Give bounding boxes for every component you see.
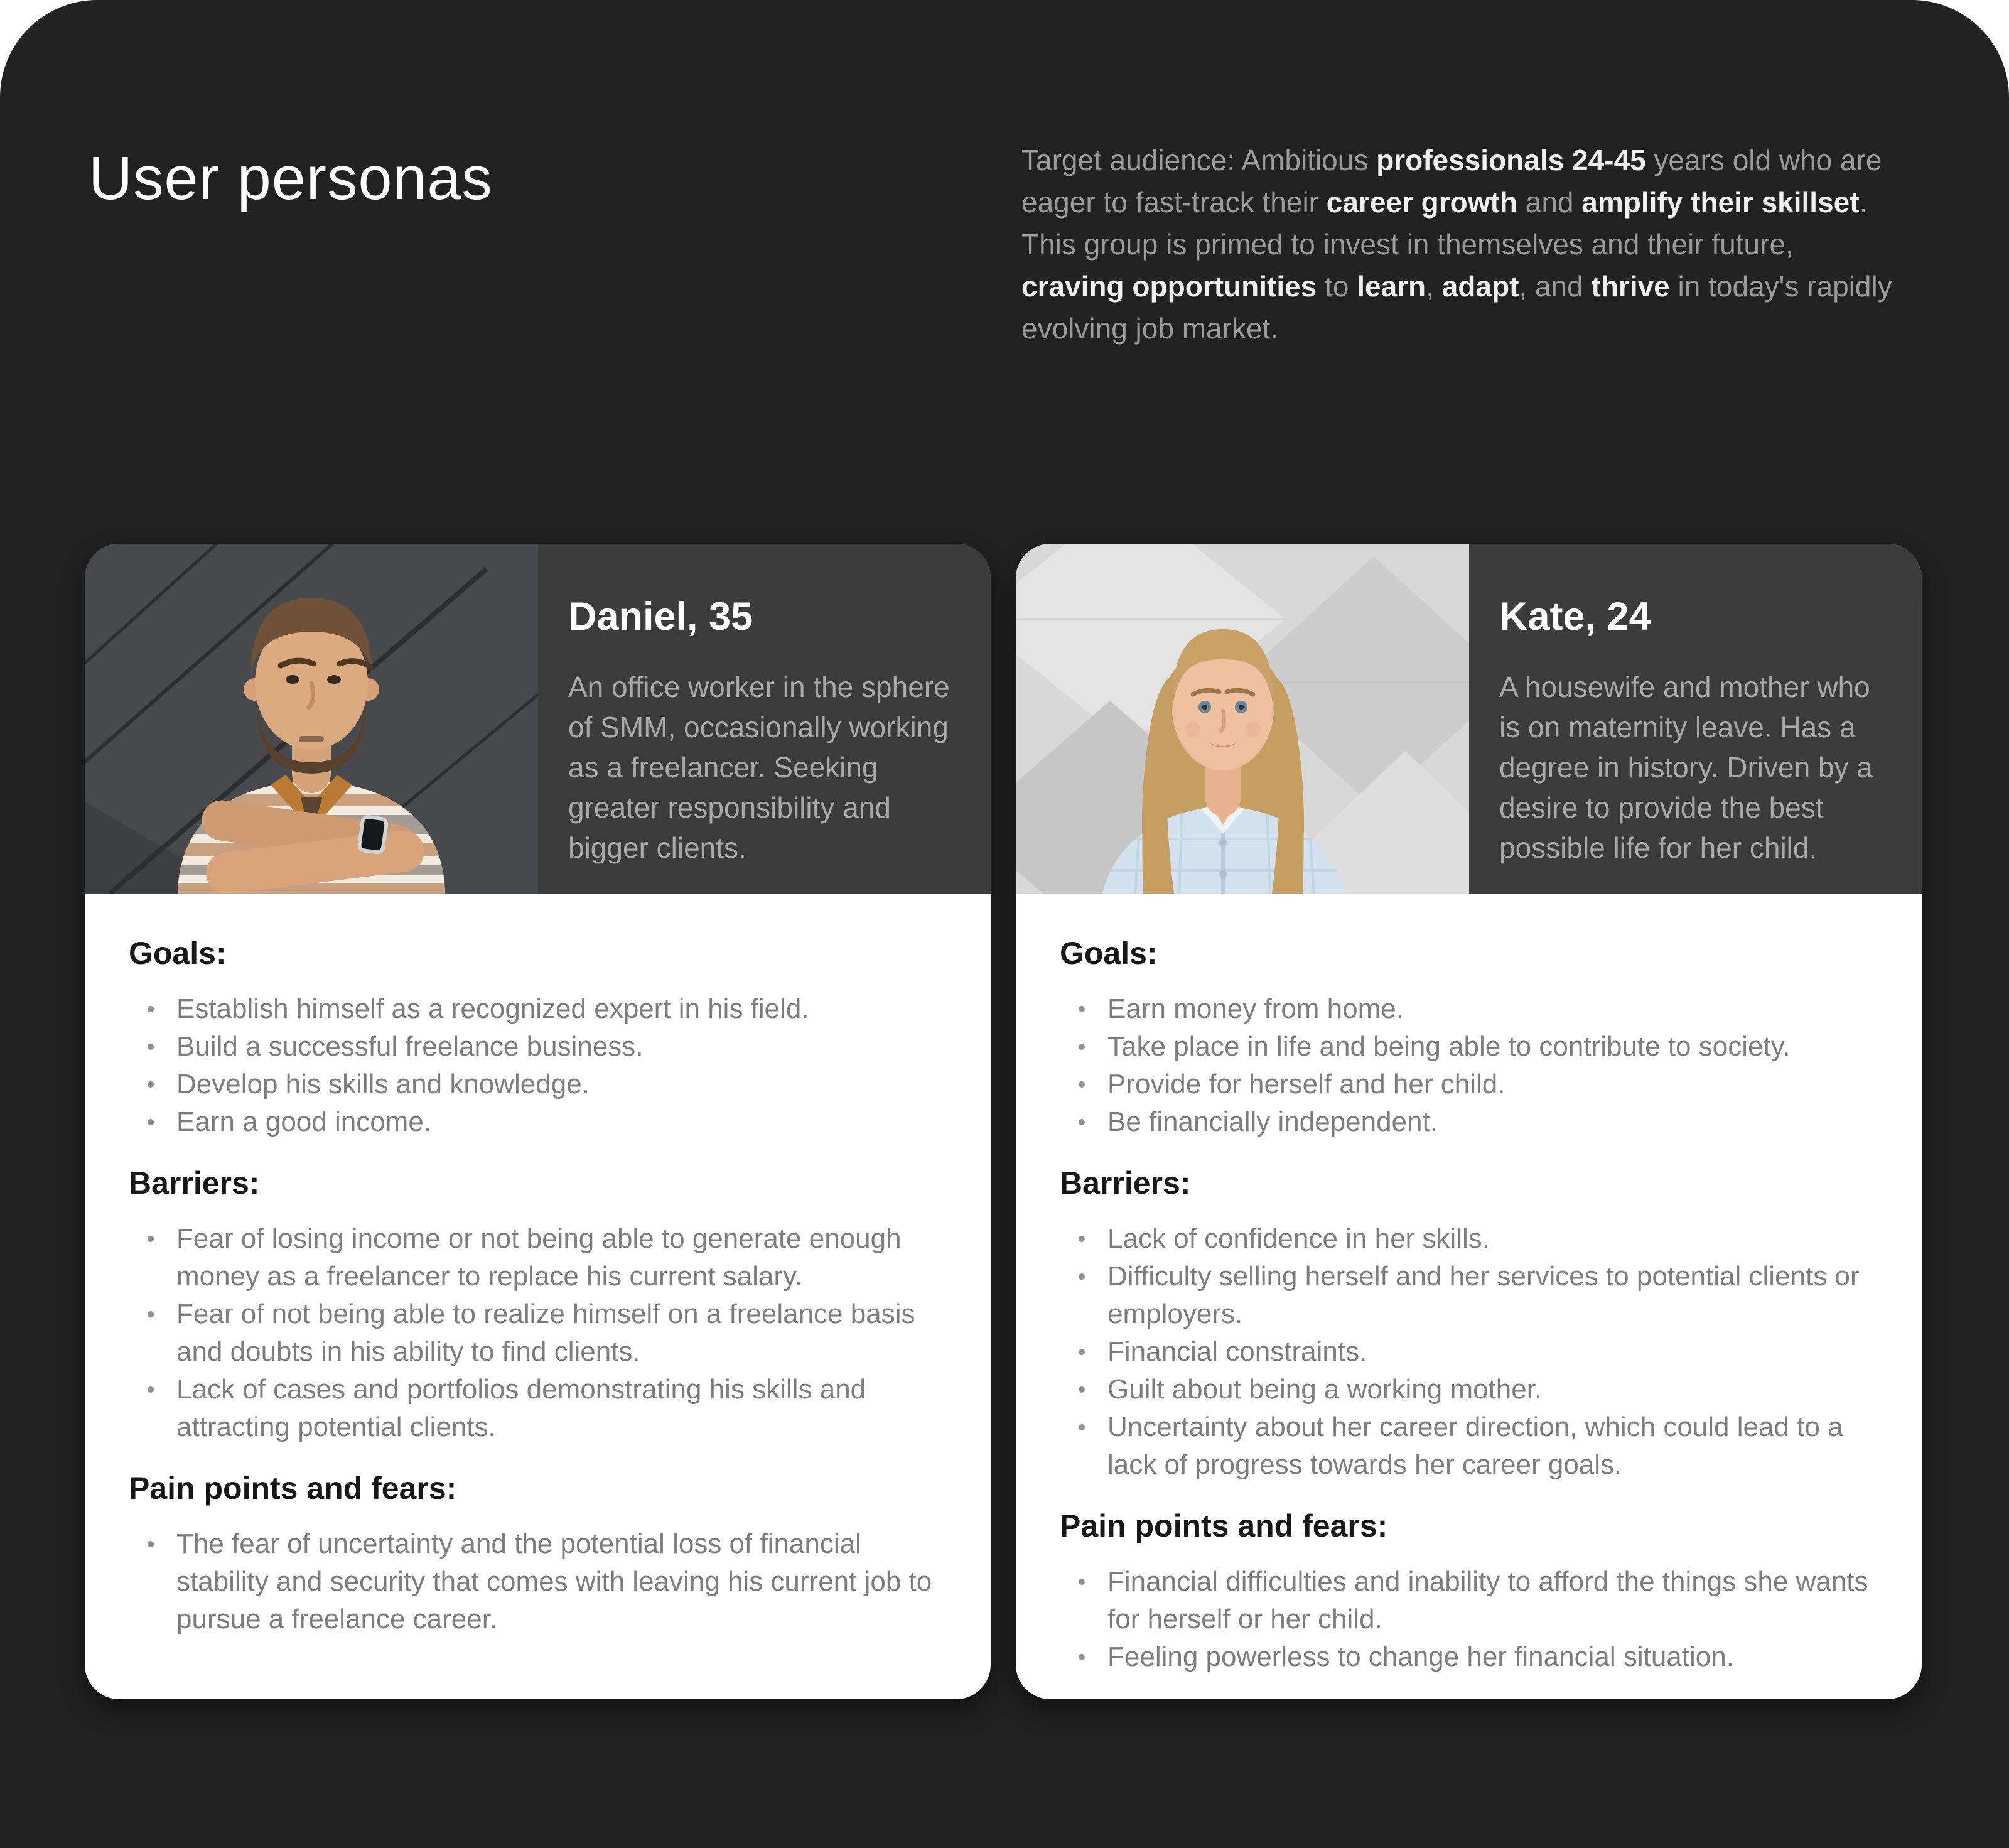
persona-card-daniel <box>85 544 991 1699</box>
kate-barriers-section <box>1060 1165 1878 1484</box>
bullet-list <box>129 1220 947 1446</box>
bullet-item: Provide for herself and her child. <box>1060 1066 1878 1103</box>
daniel-photo-illustration <box>85 544 538 894</box>
audience-emphasis-text: adapt <box>1441 270 1519 303</box>
audience-emphasis-text: professionals 24-45 <box>1376 144 1646 176</box>
kate-photo-illustration <box>1016 544 1469 894</box>
kate-photo <box>1016 544 1469 894</box>
bullet-list <box>129 1525 947 1638</box>
target-audience-paragraph <box>1021 139 1900 350</box>
persona-description: An office worker in the sphere of SMM, occasionally working as a freelancer. Seeking greater responsibility and bigger clients. <box>568 671 950 864</box>
daniel-photo <box>85 544 538 894</box>
persona-cards-row <box>85 544 1922 1699</box>
bullet-item: Guilt about being a working mother. <box>1060 1371 1878 1408</box>
bullet-item: Fear of not being able to realize himself on a freelance basis and doubts in his ability to find clients. <box>129 1295 947 1371</box>
audience-emphasis-text: craving opportunities <box>1021 270 1317 303</box>
bullet-item: Uncertainty about her career direction, which could lead to a lack of progress towards her career goals. <box>1060 1408 1878 1484</box>
audience-text: Target audience: Ambitious <box>1021 144 1377 176</box>
page-title: User personas <box>89 144 493 212</box>
audience-emphasis-text: career growth <box>1326 186 1517 219</box>
daniel-barriers-section <box>129 1165 947 1446</box>
bullet-item: Establish himself as a recognized expert in his field. <box>129 990 947 1028</box>
bullet-item: Financial constraints. <box>1060 1333 1878 1371</box>
daniel-header-text <box>538 544 991 894</box>
bullet-item: Fear of losing income or not being able to generate enough money as a freelancer to replace his current salary. <box>129 1220 947 1295</box>
audience-emphasis-text: thrive <box>1591 270 1670 303</box>
kate-painpoints-section <box>1060 1508 1878 1676</box>
bullet-list <box>1060 990 1878 1141</box>
kate-goals-section <box>1060 935 1878 1141</box>
section-heading: Barriers: <box>129 1165 260 1201</box>
section-heading: Pain points and fears: <box>129 1471 457 1506</box>
audience-emphasis-text: amplify their skillset <box>1581 186 1860 219</box>
persona-name: Kate, 24 <box>1499 595 1651 639</box>
bullet-item: Build a successful freelance business. <box>129 1028 947 1066</box>
bullet-list <box>1060 1220 1878 1484</box>
bullet-list <box>129 990 947 1141</box>
bullet-item: Financial difficulties and inability to afford the things she wants for herself or her child. <box>1060 1563 1878 1638</box>
section-heading: Goals: <box>129 936 227 971</box>
bullet-item: Develop his skills and knowledge. <box>129 1066 947 1103</box>
bullet-item: Difficulty selling herself and her services to potential clients or employers. <box>1060 1258 1878 1333</box>
bullet-item: Earn money from home. <box>1060 990 1878 1028</box>
audience-text: years old who are eager to fast-track their <box>1021 144 1882 219</box>
persona-card-daniel-header <box>85 544 991 894</box>
bullet-item: Lack of cases and portfolios demonstrating his skills and attracting potential clients. <box>129 1371 947 1446</box>
persona-name: Daniel, 35 <box>568 595 753 639</box>
audience-text: and <box>1517 186 1582 219</box>
persona-card-kate-header <box>1016 544 1922 894</box>
bullet-item: Take place in life and being able to contribute to society. <box>1060 1028 1878 1066</box>
daniel-painpoints-section <box>129 1470 947 1638</box>
bullet-item: Lack of confidence in her skills. <box>1060 1220 1878 1258</box>
audience-text: , <box>1426 270 1442 303</box>
audience-text: , and <box>1519 270 1592 303</box>
daniel-card-body <box>85 894 991 1699</box>
bullet-item: Earn a good income. <box>129 1103 947 1141</box>
daniel-goals-section <box>129 935 947 1141</box>
audience-emphasis-text: learn <box>1357 270 1426 303</box>
audience-text: . This group is primed to invest in themselves and their future, <box>1021 186 1868 261</box>
section-heading: Goals: <box>1060 936 1158 971</box>
section-heading: Pain points and fears: <box>1060 1508 1388 1543</box>
audience-text: to <box>1317 270 1357 303</box>
kate-header-text <box>1469 544 1922 894</box>
bullet-item: Be financially independent. <box>1060 1103 1878 1141</box>
persona-description: A housewife and mother who is on maternity leave. Has a degree in history. Driven by a desire to provide the best possible life for her child. <box>1499 671 1873 864</box>
section-heading: Barriers: <box>1060 1165 1191 1201</box>
bullet-item: Feeling powerless to change her financial situation. <box>1060 1638 1878 1676</box>
bullet-item: The fear of uncertainty and the potential loss of financial stability and security that comes with leaving his current job to pursue a freelance career. <box>129 1525 947 1638</box>
bullet-list <box>1060 1563 1878 1676</box>
persona-card-kate <box>1016 544 1922 1699</box>
audience-text: in today's rapidly evolving job market. <box>1021 270 1892 345</box>
kate-card-body <box>1016 894 1922 1699</box>
